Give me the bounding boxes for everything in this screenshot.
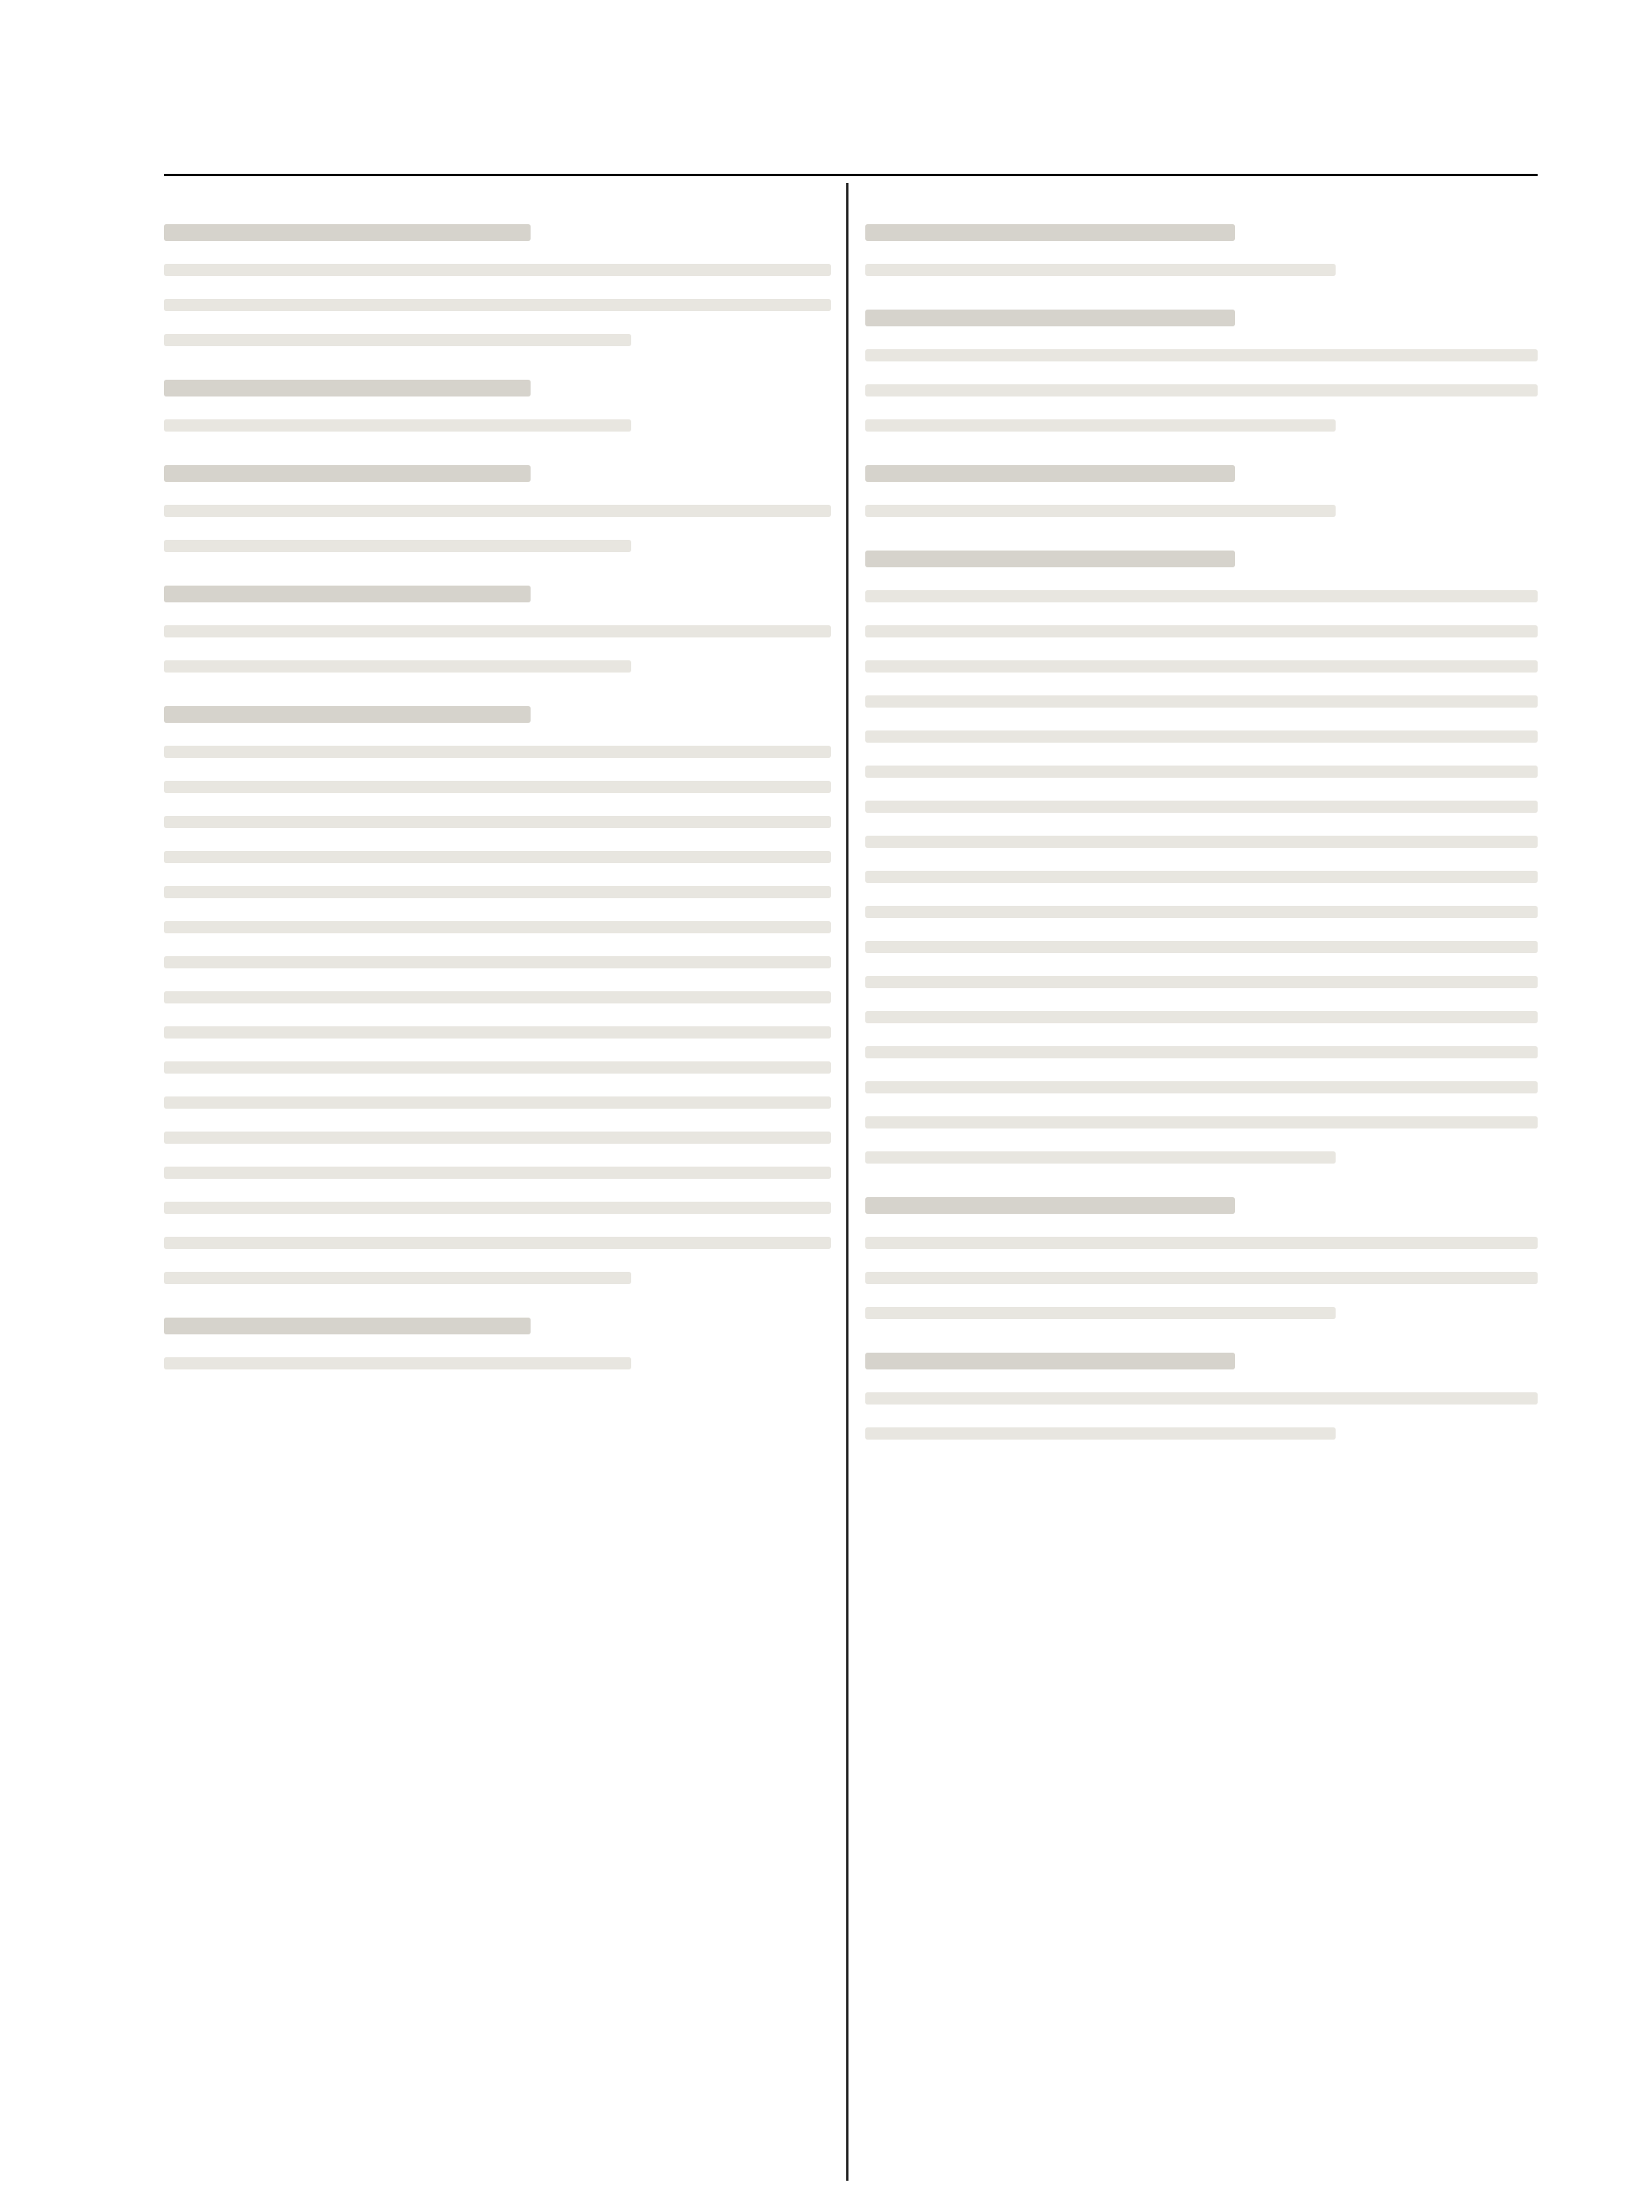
headword-region <box>865 310 1235 326</box>
text-region <box>164 625 831 637</box>
text-region <box>164 540 631 552</box>
text-region <box>164 886 831 898</box>
entry-placeholder <box>164 706 831 1284</box>
headword-region <box>865 465 1235 482</box>
text-region <box>865 625 1538 637</box>
text-region <box>164 334 631 346</box>
entry-placeholder <box>164 380 831 432</box>
text-region <box>865 1011 1538 1023</box>
entry-placeholder <box>164 586 831 673</box>
text-region <box>164 1026 831 1039</box>
text-region <box>865 384 1538 396</box>
entry-placeholder <box>865 310 1538 432</box>
text-region <box>164 419 631 432</box>
text-region <box>164 1272 631 1284</box>
headword-region <box>164 380 531 396</box>
text-region <box>164 816 831 828</box>
text-region <box>164 991 831 1003</box>
text-region <box>865 505 1336 517</box>
text-region <box>865 1237 1538 1249</box>
text-region <box>865 1392 1538 1405</box>
headword-region <box>164 224 531 241</box>
headword-region <box>164 465 531 482</box>
text-region <box>865 660 1538 673</box>
text-region <box>164 1061 831 1074</box>
text-region <box>164 1096 831 1109</box>
entry-placeholder <box>865 551 1538 1164</box>
text-region <box>865 766 1538 778</box>
text-region <box>865 801 1538 813</box>
text-region <box>164 921 831 933</box>
text-region <box>865 730 1538 743</box>
text-region <box>164 851 831 863</box>
text-region <box>164 781 831 793</box>
text-region <box>865 1046 1538 1058</box>
headword-region <box>865 224 1235 241</box>
entry-placeholder <box>865 1353 1538 1440</box>
left-column <box>164 191 831 2182</box>
entry-placeholder <box>164 465 831 552</box>
headword-region <box>164 1318 531 1334</box>
entry-placeholder <box>865 224 1538 276</box>
header-rule <box>164 174 1538 176</box>
text-region <box>865 1307 1336 1319</box>
text-region <box>164 1167 831 1179</box>
headword-region <box>865 1197 1235 1214</box>
running-head <box>164 91 1538 152</box>
text-region <box>164 264 831 276</box>
text-region <box>865 695 1538 708</box>
text-region <box>865 1116 1538 1128</box>
text-region <box>865 349 1538 361</box>
headword-region <box>164 706 531 723</box>
text-region <box>164 746 831 758</box>
text-region <box>164 660 631 673</box>
text-region <box>865 906 1538 918</box>
headword-region <box>865 551 1235 567</box>
text-region <box>865 871 1538 883</box>
text-region <box>164 1202 831 1214</box>
right-column <box>865 191 1538 2182</box>
headword-region <box>164 586 531 602</box>
text-region <box>865 264 1336 276</box>
text-region <box>865 1151 1336 1164</box>
text-region <box>164 505 831 517</box>
text-region <box>865 1081 1538 1093</box>
column-divider <box>846 183 848 2181</box>
entry-placeholder <box>865 465 1538 517</box>
entry-placeholder <box>164 1318 831 1369</box>
text-region <box>865 1427 1336 1440</box>
text-region <box>164 1357 631 1369</box>
headword-region <box>865 1353 1235 1369</box>
text-region <box>164 1237 831 1249</box>
text-region <box>865 1272 1538 1284</box>
text-region <box>865 590 1538 602</box>
text-region <box>164 299 831 311</box>
text-region <box>865 941 1538 953</box>
entry-placeholder <box>164 224 831 346</box>
text-region <box>164 1132 831 1144</box>
entry-placeholder <box>865 1197 1538 1319</box>
text-region <box>865 836 1538 848</box>
text-region <box>164 956 831 968</box>
text-region <box>865 976 1538 988</box>
text-region <box>865 419 1336 432</box>
